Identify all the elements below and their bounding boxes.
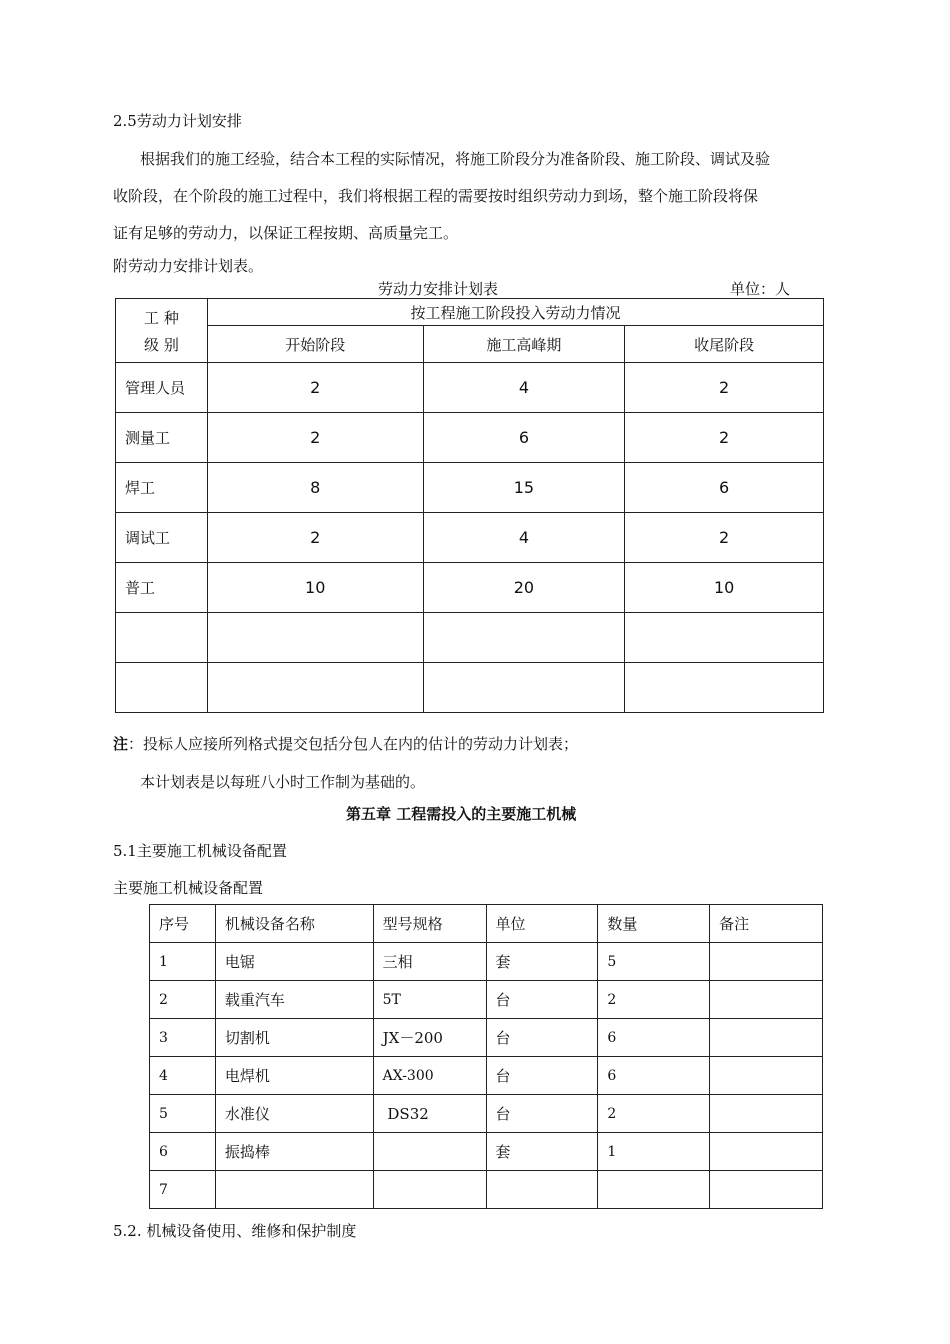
note-line-2: 本计划表是以每班八小时工作制为基础的。 [140,773,426,791]
count-cell: 6 [423,413,625,463]
unit-cell: 台 [486,1019,598,1057]
name-cell: 电锯 [215,943,373,981]
note-text: ：投标人应接所列格式提交包括分包人在内的估计的劳动力计划表； [128,735,579,753]
quantity-cell: 5 [598,943,710,981]
model-cell: AX-300 [373,1057,486,1095]
worker-type-cell: 普工 [116,563,208,613]
name-cell: 电焊机 [215,1057,373,1095]
remark-cell [710,1019,823,1057]
unit-cell: 台 [486,1057,598,1095]
quantity-cell: 2 [598,981,710,1019]
table-row [116,613,824,663]
stage-header: 收尾阶段 [625,326,824,363]
model-cell: 5T [373,981,486,1019]
worker-type-cell [116,663,208,713]
count-cell: 10 [207,563,423,613]
count-cell: 6 [625,463,824,513]
model-cell [373,1133,486,1171]
count-cell: 2 [207,363,423,413]
unit-cell: 台 [486,1095,598,1133]
count-cell: 2 [207,513,423,563]
count-cell: 2 [625,363,824,413]
table-row [116,363,824,413]
worker-type-cell: 管理人员 [116,363,208,413]
header-cell: 单位 [486,905,598,943]
name-cell: 切割机 [215,1019,373,1057]
count-cell: 2 [625,513,824,563]
remark-cell [710,1133,823,1171]
quantity-cell [598,1171,710,1209]
name-cell: 载重汽车 [215,981,373,1019]
table-header-row [116,326,824,363]
chapter-title: 第五章 工程需投入的主要施工机械 [346,805,577,823]
table-row [150,943,823,981]
section-heading-5-2: 5.2. 机械设备使用、维修和保护制度 [113,1222,357,1240]
paragraph-line-3: 证有足够的劳动力，以保证工程按期、高质量完工。 [113,224,459,242]
worker-type-cell: 测量工 [116,413,208,463]
stage-header: 开始阶段 [207,326,423,363]
index-cell: 3 [150,1019,216,1057]
paragraph-line-2: 收阶段，在个阶段的施工过程中，我们将根据工程的需要按时组织劳动力到场，整个施工阶段将保 [113,187,759,205]
header-cell: 型号规格 [373,905,486,943]
table-row [116,513,824,563]
remark-cell [710,943,823,981]
count-cell: 4 [423,363,625,413]
count-cell: 2 [625,413,824,463]
count-cell [207,663,423,713]
count-cell [625,613,824,663]
table-header-row [150,905,823,943]
machine-equipment-table [149,904,823,1209]
header-cell: 机械设备名称 [215,905,373,943]
quantity-cell: 6 [598,1057,710,1095]
quantity-cell: 2 [598,1095,710,1133]
unit-cell: 台 [486,981,598,1019]
labor-plan-table [115,298,824,713]
table-row [150,1019,823,1057]
count-cell: 2 [207,413,423,463]
table-row [150,1095,823,1133]
count-cell [423,663,625,713]
type-header-line: 工 种 [144,308,179,327]
count-cell: 15 [423,463,625,513]
remark-cell [710,1057,823,1095]
section-heading-2-5: 2.5劳动力计划安排 [113,112,242,130]
table-row [150,1057,823,1095]
table-header-row [116,299,824,326]
index-cell: 5 [150,1095,216,1133]
model-cell: DS32 [373,1095,486,1133]
table-row [116,563,824,613]
stage-header: 施工高峰期 [423,326,625,363]
table-row [116,663,824,713]
index-cell: 4 [150,1057,216,1095]
table-row [116,413,824,463]
count-cell [207,613,423,663]
unit-cell: 套 [486,943,598,981]
model-cell: 三相 [373,943,486,981]
header-cell: 数量 [598,905,710,943]
count-cell [625,663,824,713]
worker-type-cell: 调试工 [116,513,208,563]
model-cell [373,1171,486,1209]
name-cell: 水准仪 [215,1095,373,1133]
worker-type-cell [116,613,208,663]
count-cell: 8 [207,463,423,513]
count-cell: 10 [625,563,824,613]
stage-group-header: 按工程施工阶段投入劳动力情况 [207,299,823,326]
labor-table-unit: 单位：人 [730,280,791,298]
unit-cell [486,1171,598,1209]
table-row [150,1133,823,1171]
worker-type-cell: 焊工 [116,463,208,513]
name-cell: 振捣棒 [215,1133,373,1171]
count-cell: 20 [423,563,625,613]
machine-table-title: 主要施工机械设备配置 [113,879,264,897]
table-row [150,981,823,1019]
index-cell: 2 [150,981,216,1019]
section-heading-5-1: 5.1主要施工机械设备配置 [113,842,287,860]
header-cell: 序号 [150,905,216,943]
count-cell [423,613,625,663]
labor-table-caption: 劳动力安排计划表 [378,280,499,298]
quantity-cell: 6 [598,1019,710,1057]
index-cell: 1 [150,943,216,981]
quantity-cell: 1 [598,1133,710,1171]
note-label: 注 [113,735,129,753]
header-cell: 备注 [710,905,823,943]
count-cell: 4 [423,513,625,563]
index-cell: 7 [150,1171,216,1209]
index-cell: 6 [150,1133,216,1171]
type-grade-header-cell [116,299,208,363]
grade-header-line: 级 别 [144,335,179,354]
attachment-note: 附劳动力安排计划表。 [113,257,264,275]
table-row [150,1171,823,1209]
remark-cell [710,1171,823,1209]
table-row [116,463,824,513]
note-line-1 [113,733,578,754]
paragraph-line-1: 根据我们的施工经验，结合本工程的实际情况，将施工阶段分为准备阶段、施工阶段、调试及验 [140,150,771,168]
name-cell [215,1171,373,1209]
unit-cell: 套 [486,1133,598,1171]
remark-cell [710,1095,823,1133]
remark-cell [710,981,823,1019]
model-cell: JX－200 [373,1019,486,1057]
